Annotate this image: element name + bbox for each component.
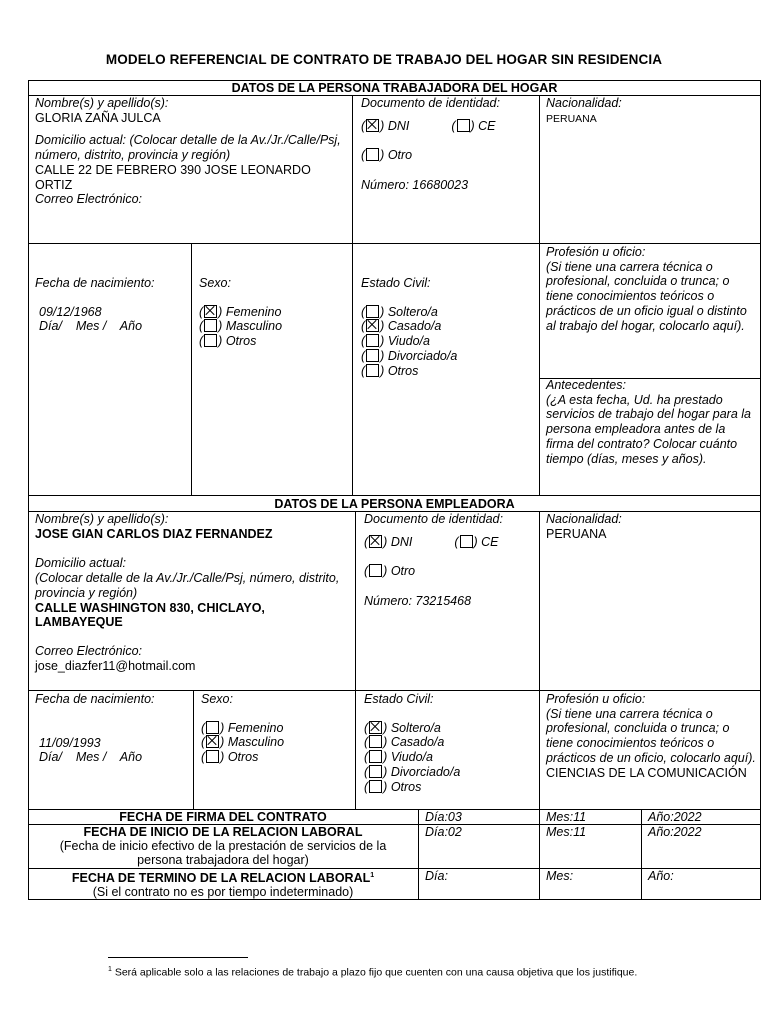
footnote-text: Será aplicable solo a las relaciones de trabajo a plazo fijo que cuenten con una causa objetiva que los justifique. [111,966,638,979]
worker-sex-label: Sexo: [199,276,231,290]
worker-section-header: DATOS DE LA PERSONA TRABAJADORA DEL HOGAR [231,81,558,95]
worker-ce-label: CE [478,118,496,133]
employer-doc-number: Número: 73215468 [364,594,472,609]
employer-sex-o-checkbox[interactable] [206,750,219,763]
termino-anio: Año: [648,869,674,883]
employer-birth-label: Fecha de nacimiento: [35,692,155,706]
worker-civil-viudo-label: Viudo/a [387,334,430,349]
inicio-dia: Día:02 [425,825,462,839]
employer-nat-cell [546,512,756,541]
footnote-mark: 1 [108,966,112,973]
employer-name-label: Nombre(s) y apellido(s): [35,512,169,526]
firma-dia: Día:03 [425,810,462,824]
worker-civil-divorciado-label: Divorciado/a [387,348,458,363]
worker-name: GLORIA ZAÑA JULCA [35,110,161,125]
employer-civil-otros-checkbox[interactable] [369,780,382,793]
employer-birth-parts: Día/ Mes / Año [39,750,143,765]
employer-civil-casado-label: Casado/a [390,735,445,750]
employer-doc-cell: Documento de identidad: ( ) DNI ( ) CE ( ) Otro Número: 73215468 [364,512,536,609]
worker-doc-cell: Documento de identidad: ( ) DNI ( ) CE ( ) Otro Número: 16680023 [361,96,536,193]
worker-prof-cell [546,245,756,333]
termino-dia: Día: [425,869,448,883]
divider [539,95,540,495]
footnote-ref: 1 [370,872,375,879]
worker-name-cell [35,96,347,207]
worker-dni-label: DNI [387,118,410,133]
employer-civil-label: Estado Civil: [364,692,434,706]
worker-birth-cell [35,276,187,334]
employer-prof-hint: (Si tiene una carrera técnica o profesional, concluida o trunca; o tiene conocimientos teóricos o prácticos de un oficio, colocarlo aquí). [546,706,756,765]
worker-nationality: PERUANA [546,112,597,125]
employer-email: jose_diazfer11@hotmail.com [35,658,196,673]
divider [418,809,419,900]
inicio-mes: Mes:11 [546,825,587,839]
worker-sex-f-checkbox[interactable] [204,305,217,318]
footnote-rule [108,957,248,958]
worker-birth-parts: Día/ Mes / Año [39,319,143,334]
worker-prof-label: Profesión u oficio: [546,245,646,259]
worker-birth-label: Fecha de nacimiento: [35,276,155,290]
employer-address-label: Domicilio actual: [35,556,127,571]
worker-doc-label: Documento de identidad: [361,96,500,110]
worker-civil-divorciado-checkbox[interactable] [366,349,379,362]
worker-sex-cell: Sexo: ( ) Femenino ( ) Masculino ( ) Otros [199,276,349,349]
worker-address: CALLE 22 DE FEBRERO 390 JOSE LEONARDO ORTIZ [35,162,311,192]
worker-otro-label: Otro [387,148,413,163]
document-title: MODELO REFERENCIAL DE CONTRATO DE TRABAJO DEL HOGAR SIN RESIDENCIA [105,52,663,67]
employer-doc-label: Documento de identidad: [364,512,503,526]
worker-antec-hint: (¿A esta fecha, Ud. ha prestado servicios de trabajo del hogar para la persona empleadora antes de la firma del contrato? Colocar cuánto tiempo (días, meses y años). [546,392,751,466]
worker-otro-checkbox[interactable] [366,148,379,161]
employer-prof-cell [546,692,756,780]
employer-ce-label: CE [481,534,499,549]
employer-civil-casado-checkbox[interactable] [369,735,382,748]
worker-civil-label: Estado Civil: [361,276,431,290]
termino-label: FECHA DE TERMINO DE LA RELACION LABORAL [71,871,371,886]
worker-sex-m-checkbox[interactable] [204,319,217,332]
employer-sex-label: Sexo: [201,692,233,706]
employer-name-cell [35,512,350,673]
divider [28,495,761,496]
employer-civil-divorciado-label: Divorciado/a [390,764,461,779]
inicio-sub: (Fecha de inicio efectivo de la prestación de servicios de la persona trabajadora del hogar) [59,839,387,867]
firma-anio: Año:2022 [648,810,702,824]
employer-sex-f-label: Femenino [227,720,284,735]
worker-prof-hint: (Si tiene una carrera técnica o profesional, concluida o trunca; o tiene conocimientos teóricos o prácticos de un oficio igual o distinto al trabajo del hogar, colocarlo aquí). [546,259,747,333]
employer-email-label: Correo Electrónico: [35,643,142,658]
worker-civil-casado-checkbox[interactable] [366,319,379,332]
worker-antec-cell [546,378,756,466]
worker-dni-checkbox[interactable] [366,119,379,132]
employer-sex-cell: Sexo: ( ) Femenino ( ) Masculino ( ) Otros [201,692,351,765]
worker-civil-soltero-label: Soltero/a [387,304,438,319]
employer-name: JOSE GIAN CARLOS DIAZ FERNANDEZ [35,526,273,541]
employer-sex-o-label: Otros [227,750,259,765]
termino-sub: (Si el contrato no es por tiempo indeterminado) [92,885,354,900]
firma-mes: Mes:11 [546,810,587,824]
employer-civil-soltero-label: Soltero/a [390,720,441,735]
employer-sex-f-checkbox[interactable] [206,721,219,734]
divider [28,690,761,691]
employer-address-hint: (Colocar detalle de la Av./Jr./Calle/Psj, número, distrito, provincia y región) [35,571,340,600]
employer-civil-viudo-label: Viudo/a [390,750,433,765]
worker-sex-m-label: Masculino [225,319,283,334]
employer-prof-label: Profesión u oficio: [546,692,646,706]
employer-section-header: DATOS DE LA PERSONA EMPLEADORA [274,497,515,511]
employer-civil-viudo-checkbox[interactable] [369,750,382,763]
employer-profession: CIENCIAS DE LA COMUNICACIÓN [546,765,747,780]
worker-address-label: Domicilio actual: (Colocar detalle de la Av./Jr./Calle/Psj, número, distrito, provincia y región) [35,133,341,163]
footnote [108,963,668,980]
divider [641,809,642,900]
worker-civil-viudo-checkbox[interactable] [366,334,379,347]
worker-civil-soltero-checkbox[interactable] [366,305,379,318]
employer-civil-otros-label: Otros [390,779,422,794]
table-border-right [760,80,761,900]
worker-ce-checkbox[interactable] [457,119,470,132]
worker-civil-casado-label: Casado/a [387,319,442,334]
employer-birth-cell [35,692,190,765]
employer-birth-date: 11/09/1993 [39,735,101,750]
inicio-anio: Año:2022 [648,825,702,839]
employer-otro-label: Otro [390,564,416,579]
divider [193,690,194,809]
employer-civil-divorciado-checkbox[interactable] [369,765,382,778]
inicio-cell [28,825,418,867]
worker-birth-date: 09/12/1968 [39,304,102,319]
termino-cell [28,869,418,899]
divider [539,809,540,900]
table-border-left [28,80,29,900]
worker-sex-o-checkbox[interactable] [204,334,217,347]
worker-nat-label: Nacionalidad: [546,96,622,110]
worker-antec-label: Antecedentes: [546,378,626,392]
inicio-label: FECHA DE INICIO DE LA RELACION LABORAL [83,825,363,839]
divider [28,243,761,244]
worker-sex-o-label: Otros [225,334,257,349]
employer-address: CALLE WASHINGTON 830, CHICLAYO, LAMBAYEQUE [35,600,265,630]
employer-dni-label: DNI [390,534,413,549]
employer-sex-m-checkbox[interactable] [206,735,219,748]
termino-mes: Mes: [546,869,574,883]
employer-otro-checkbox[interactable] [369,564,382,577]
worker-sex-f-label: Femenino [225,304,282,319]
divider [355,511,356,809]
divider [191,243,192,495]
employer-sex-m-label: Masculino [227,735,285,750]
worker-nat-cell [546,96,756,126]
firma-label: FECHA DE FIRMA DEL CONTRATO [119,810,327,824]
employer-ce-checkbox[interactable] [460,535,473,548]
divider [352,95,353,495]
worker-civil-otros-checkbox[interactable] [366,364,379,377]
employer-dni-checkbox[interactable] [369,535,382,548]
employer-civil-cell: Estado Civil: ( ) Soltero/a ( ) Casado/a ( ) Viudo/a ( ) Divorciado/a ( ) Otros [364,692,536,794]
worker-email-label: Correo Electrónico: [35,192,142,207]
employer-nationality: PERUANA [546,526,607,541]
worker-name-label: Nombre(s) y apellido(s): [35,96,169,110]
employer-nat-label: Nacionalidad: [546,512,622,526]
worker-civil-otros-label: Otros [387,363,419,378]
worker-doc-number: Número: 16680023 [361,178,469,193]
worker-civil-cell: Estado Civil: ( ) Soltero/a ( ) Casado/a ( ) Viudo/a ( ) Divorciado/a ( ) Otros [361,276,536,378]
divider [539,511,540,809]
employer-civil-soltero-checkbox[interactable] [369,721,382,734]
